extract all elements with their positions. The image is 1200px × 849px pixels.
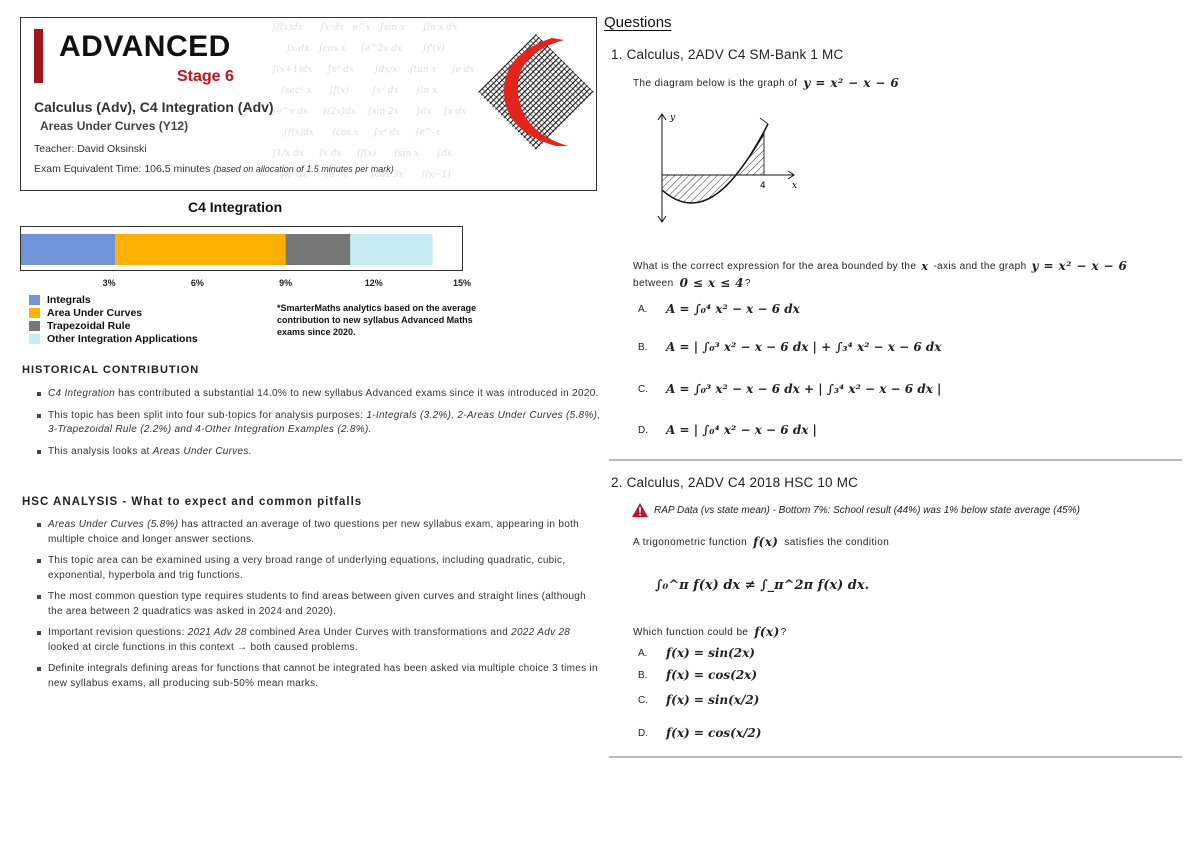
question-2-option-d[interactable] — [638, 726, 761, 740]
topic-name: C4 Integration — [48, 388, 116, 399]
option-label: B. — [638, 341, 648, 353]
legend-item — [29, 293, 198, 306]
smartermaths-logo-icon — [476, 32, 596, 152]
legend-swatch — [29, 308, 40, 318]
x-tick-label: 9% — [279, 278, 293, 288]
intro-text: satisfies the condition — [784, 536, 890, 548]
function-name: f(x) — [753, 535, 779, 549]
x-tick-label: 12% — [364, 278, 383, 288]
option-expression: f(x) = sin(2x) — [666, 646, 755, 660]
prompt-text: What is the correct expression for the area bounded by the — [633, 260, 917, 272]
list-item — [32, 554, 602, 583]
chart-legend — [29, 293, 198, 345]
chart-frame — [20, 226, 463, 271]
list-text: combined Area Under Curves with transformations and — [246, 627, 512, 638]
hsc-heading: HSC ANALYSIS - What to expect and common pitfalls — [22, 496, 363, 508]
question-1-option-b[interactable] — [638, 340, 941, 354]
exam-time-line — [34, 163, 394, 175]
option-label: D. — [638, 424, 648, 436]
question-2-prompt — [633, 625, 787, 639]
chart-note: *SmarterMaths analytics based on the average contribution to new syllabus Advanced Maths exams since 2020. — [277, 303, 477, 337]
divider — [609, 459, 1182, 461]
legend-item — [29, 306, 198, 319]
warning-icon — [632, 503, 648, 517]
stacked-bar-chart — [21, 227, 462, 270]
question-2-title: 2. Calculus, 2ADV C4 2018 HSC 10 MC — [611, 475, 859, 490]
function-name: f(x) — [754, 625, 780, 639]
intro-text: A trigonometric function — [633, 536, 748, 548]
prompt-text: between — [633, 277, 674, 289]
legend-item — [29, 319, 198, 332]
bar-segment-3 — [286, 234, 351, 265]
bar-segment-1 — [21, 234, 115, 265]
list-item — [32, 387, 602, 402]
parabola-graph — [648, 110, 808, 228]
x-tick-label: 6% — [190, 278, 204, 288]
list-item — [32, 626, 602, 655]
x-tick-label: 15% — [452, 278, 472, 288]
exam-time-label: Exam Equivalent Time: — [34, 163, 142, 175]
list-item — [32, 518, 602, 547]
question-1-title: 1. Calculus, 2ADV C4 SM-Bank 1 MC — [611, 47, 844, 62]
subtopic-breakdown: 1-Integrals (3.2%), 2-Areas Under Curves (5.8%), 3-Trapezoidal Rule (2.2%) and 4-Other Integration Examples (2.8%). — [48, 409, 601, 435]
prompt-text: ? — [780, 626, 787, 638]
variable: x — [921, 259, 929, 273]
option-expression: f(x) = cos(2x) — [666, 668, 758, 682]
x-tick-label: 3% — [102, 278, 116, 288]
prompt-text: -axis and the graph — [933, 260, 1027, 272]
x-axis-label: x — [792, 181, 798, 191]
list-text: has contributed a substantial 14.0% to new syllabus Advanced exams since it was introduced in 2020. — [115, 388, 599, 399]
chart-title: C4 Integration — [188, 199, 283, 215]
legend-swatch — [29, 334, 40, 344]
equation: y = x² − x − 6 — [1031, 259, 1128, 273]
option-label: D. — [638, 727, 648, 739]
legend-item — [29, 332, 198, 345]
teacher-label: Teacher: — [34, 143, 75, 155]
list-text: looked at circle functions in this context → both caused problems. — [48, 641, 358, 653]
list-text: This analysis looks at — [48, 445, 153, 457]
question-2-option-a[interactable] — [638, 646, 755, 660]
bar-segment-2 — [115, 234, 286, 265]
header-box — [20, 17, 597, 191]
question-2-intro — [633, 535, 889, 549]
equation: y = x² − x − 6 — [803, 76, 900, 90]
teacher-name: David Oksinski — [77, 143, 147, 155]
brand-title: ADVANCED — [59, 30, 231, 63]
question-1-intro — [633, 76, 899, 90]
list-text: This topic area can be examined using a very broad range of underlying equations, including quadratic, cubic, exponential, hyperbola and trig functions. — [48, 555, 566, 581]
subtopic-name: Areas Under Curves (5.8%) — [48, 519, 179, 530]
historical-list — [32, 387, 602, 466]
x-tick-label: 4 — [760, 181, 766, 191]
option-label: A. — [638, 303, 648, 315]
question-ref: 2021 Adv 28 — [187, 627, 247, 638]
historical-heading: HISTORICAL CONTRIBUTION — [22, 364, 200, 376]
legend-label: Integrals — [47, 293, 91, 306]
list-text: The most common question type requires students to find areas between given curves and straight lines (although the area between 2 quadratics was asked in 2024 and 2020). — [48, 591, 587, 617]
rap-data-line — [632, 503, 1080, 517]
option-expression: A = ∫₀³ x² − x − 6 dx + | ∫₃⁴ x² − x − 6 dx | — [666, 382, 942, 396]
intro-text: The diagram below is the graph of — [633, 77, 798, 89]
option-label: A. — [638, 647, 648, 659]
exam-time-value: 106.5 minutes — [144, 163, 211, 175]
course-title: Calculus (Adv), C4 Integration (Adv) — [34, 99, 274, 115]
option-expression: A = ∫₀⁴ x² − x − 6 dx — [666, 302, 800, 316]
prompt-text: ? — [744, 277, 751, 289]
option-expression: A = | ∫₀⁴ x² − x − 6 dx | — [666, 423, 817, 437]
stage-label: Stage 6 — [177, 68, 234, 85]
list-text: This topic has been split into four sub-topics for analysis purposes: — [48, 409, 367, 421]
option-expression: f(x) = cos(x/2) — [666, 726, 762, 740]
brand-accent-bar — [34, 29, 43, 83]
subtopic-name: Areas Under Curves. — [152, 445, 252, 457]
question-1-prompt — [633, 259, 1127, 273]
legend-swatch — [29, 321, 40, 331]
question-ref: 2022 Adv 28 — [511, 627, 571, 638]
hsc-list — [32, 518, 602, 698]
legend-swatch — [29, 295, 40, 305]
option-label: B. — [638, 669, 648, 681]
teacher-line — [34, 143, 147, 155]
question-1-option-a[interactable] — [638, 302, 800, 316]
option-expression: f(x) = sin(x/2) — [666, 693, 760, 707]
legend-label: Trapezoidal Rule — [47, 319, 131, 332]
question-1-option-c[interactable] — [638, 382, 941, 396]
exam-time-note: (based on allocation of 1.5 minutes per mark) — [213, 164, 394, 174]
question-1-option-d[interactable] — [638, 423, 817, 437]
divider — [609, 756, 1182, 758]
range: 0 ≤ x ≤ 4 — [679, 276, 744, 290]
question-2-option-b[interactable] — [638, 668, 757, 682]
prompt-text: Which function could be — [633, 626, 749, 638]
list-item — [32, 445, 602, 460]
list-text: Important revision questions: — [48, 627, 188, 638]
option-expression: A = | ∫₀³ x² − x − 6 dx | + ∫₃⁴ x² − x − 6 dx — [666, 340, 942, 354]
course-subtitle: Areas Under Curves (Y12) — [40, 119, 189, 133]
list-item — [32, 662, 602, 691]
legend-label: Area Under Curves — [47, 306, 143, 319]
integral-condition: ∫₀^π f(x) dx ≠ ∫_π^2π f(x) dx. — [655, 578, 870, 593]
legend-label: Other Integration Applications — [47, 332, 198, 345]
option-label: C. — [638, 694, 648, 706]
questions-heading: Questions — [604, 14, 672, 31]
question-2-option-c[interactable] — [638, 693, 759, 707]
background-formula-pattern: ∫f(x)dx ∫x²dx e^x ∫sin x ∫ln x dx ∫x dx ∫cos x ∫e^2x dx ∫f'(x) ∫(x+1)dx ∫x³ dx ∫dx/x ∫tan x ∫e dx ∫sec² x ∫f(x) ∫x² dx ∫ln x ∫e^x dx ∫(2x)dx ∫sin 2x ∫dx ∫x dx ∫f(x)dx ∫cos x ∫x⁴ dx ∫e^-x ∫1/x dx ∫x dx ∫f(x) ∫sin x ∫dx ∫x² dx ∫e^x ∫cos 3x ∫(x−1) — [271, 23, 475, 180]
list-text: Definite integrals defining areas for functions that cannot be integrated has been asked via multiple choice 3 times in new syllabus exams, all producing sub-50% mean marks. — [48, 663, 598, 689]
question-1-range — [633, 276, 751, 290]
bar-segment-4 — [350, 234, 432, 265]
list-text: has attracted an average of two questions per new syllabus exam, appearing in both multiple choice and longer answer sections. — [48, 519, 580, 545]
list-item — [32, 409, 602, 438]
rap-text: RAP Data (vs state mean) - Bottom 7%: School result (44%) was 1% below state average (45%) — [654, 504, 1080, 516]
y-axis-label: y — [670, 113, 676, 123]
list-item — [32, 590, 602, 619]
option-label: C. — [638, 383, 648, 395]
